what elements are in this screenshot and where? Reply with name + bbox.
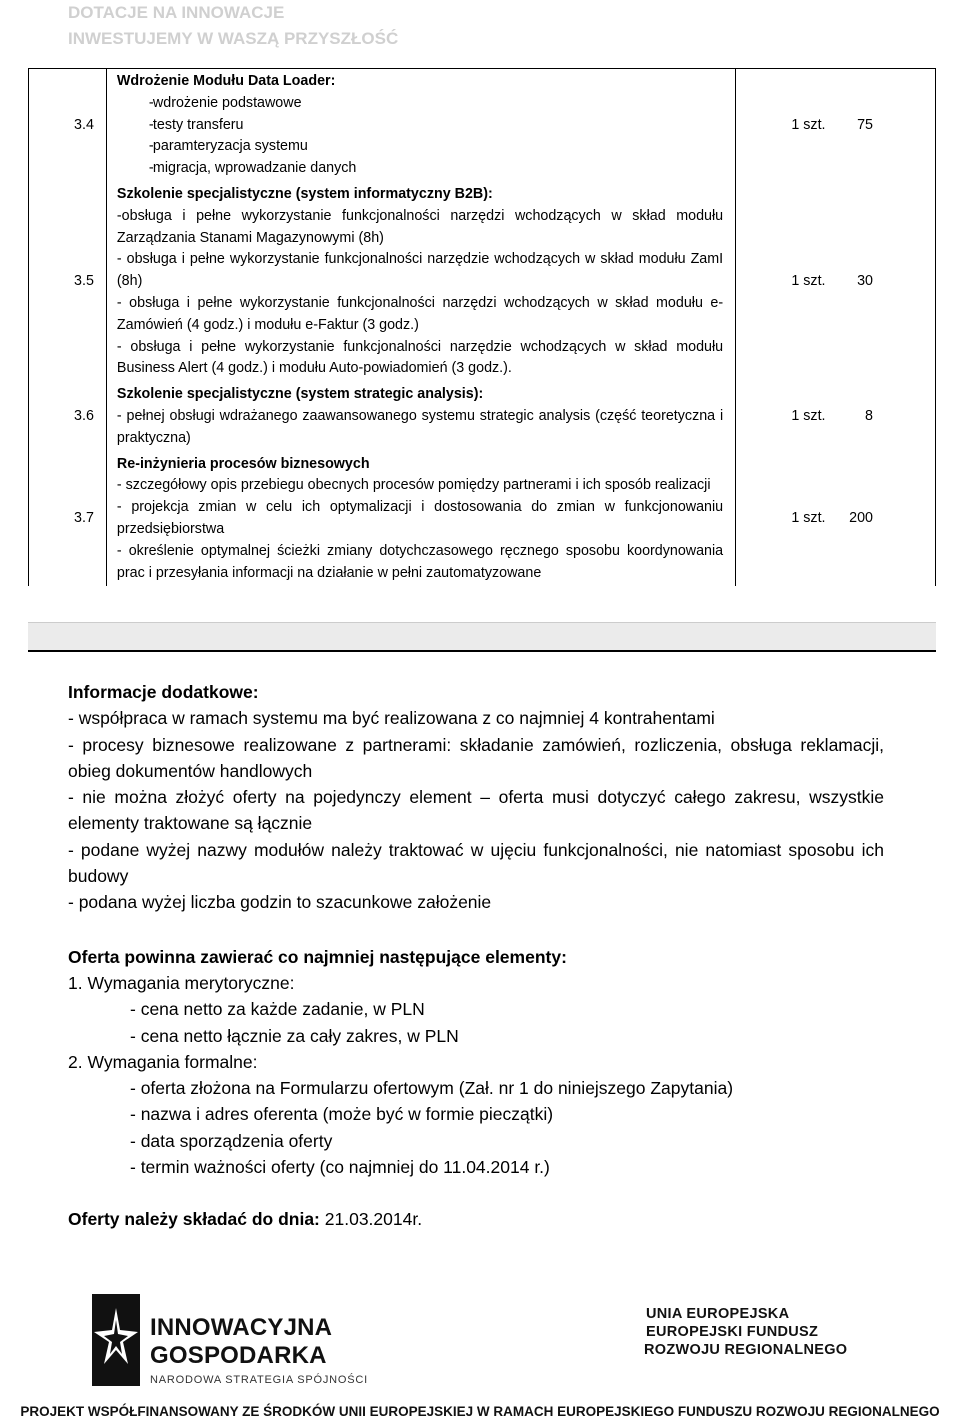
offer-req-1: 1. Wymagania merytoryczne: — [68, 972, 295, 993]
logo-subtitle: NARODOWA STRATEGIA SPÓJNOŚCI — [150, 1374, 368, 1386]
info-heading: Informacje dodatkowe: — [68, 682, 259, 702]
info-line: - podana wyżej liczba godzin to szacunkowe założenie — [68, 892, 492, 913]
row-description — [106, 69, 735, 182]
table-row — [29, 382, 936, 451]
header-line-2: INWESTUJEMY W WASZĄ PRZYSZŁOŚĆ — [68, 29, 399, 48]
row-quantity: 1 szt. — [736, 382, 828, 451]
table-footer-bar — [28, 622, 936, 652]
list-item: - wdrożenie podstawowe — [148, 94, 302, 111]
row-description — [106, 182, 735, 382]
table-row — [29, 452, 936, 587]
row-title: Szkolenie specjalistyczne (system informatyczny B2B): — [116, 185, 493, 202]
scope-table — [28, 68, 936, 586]
page-header — [68, 0, 398, 52]
logo-title — [150, 1314, 332, 1370]
row-title: Re-inżynieria procesów biznesowych — [116, 455, 370, 472]
innowacyjna-gospodarka-logo — [88, 1290, 388, 1390]
offer-req-item: - oferta złożona na Formularzu ofertowym (Zał. nr 1 do niniejszego Zapytania) — [130, 1078, 734, 1099]
row-title: Szkolenie specjalistyczne (system strategic analysis): — [116, 386, 484, 403]
eu-line-2: EUROPEJSKI FUNDUSZ — [646, 1324, 819, 1340]
row-paragraph: -obsługa i pełne wykorzystanie funkcjonalności narzędzi wchodzących w skład modułu Zarządzania Stanami Magazynowymi (8h) — [116, 207, 724, 246]
offer-req-item: - cena netto łącznie za cały zakres, w PLN — [130, 1025, 459, 1046]
offer-req-2: 2. Wymagania formalne: — [68, 1051, 258, 1072]
list-item: - paramteryzacja systemu — [148, 138, 308, 155]
eu-logo — [646, 1306, 946, 1376]
table-row — [29, 69, 936, 182]
header-line-1: DOTACJE NA INNOWACJE — [68, 3, 285, 22]
row-number: 3.6 — [29, 382, 107, 451]
logo-title-line-1: INNOWACYJNA — [150, 1314, 333, 1341]
deadline-date: 21.03.2014r. — [319, 1209, 423, 1229]
page-footer: PROJEKT WSPÓŁFINANSOWANY ZE ŚRODKÓW UNII EUROPEJSKIEJ W RAMACH EUROPEJSKIEGO FUNDUSZU ROZWOJU REGIONALNEGO — [20, 1404, 940, 1419]
row-title: Wdrożenie Modułu Data Loader: — [116, 73, 336, 89]
offer-req-item: - termin ważności oferty (co najmniej do 11.04.2014 r.) — [130, 1157, 550, 1178]
list-item: - migracja, wprowadzanie danych — [148, 160, 357, 177]
row-description — [106, 452, 735, 587]
row-number: 3.5 — [29, 182, 107, 382]
row-quantity: 1 szt. — [736, 182, 828, 382]
row-paragraph: - pełnej obsługi wdrażanego zaawansowanego systemu strategic analysis (część teoretyczna i praktyczna) — [116, 407, 724, 446]
row-quantity: 1 szt. — [736, 452, 828, 587]
offer-req-item: - nazwa i adres oferenta (może być w formie pieczątki) — [130, 1104, 554, 1125]
deadline-label: Oferty należy składać do dnia: — [68, 1209, 320, 1229]
row-paragraph: - projekcja zmian w celu ich optymalizacji i dostosowania do zmian w funkcjonowaniu przedsiębiorstwa — [116, 499, 724, 537]
row-description — [106, 382, 735, 451]
table-row — [29, 182, 936, 382]
row-paragraph: - obsługa i pełne wykorzystanie funkcjonalności narzędzie wchodzących w skład modułu ZamI (8h) — [116, 251, 724, 290]
list-item: - testy transferu — [148, 116, 244, 133]
row-value: 30 — [828, 182, 936, 382]
star-logo-icon — [88, 1290, 144, 1390]
info-line: - nie można złożyć oferty na pojedynczy element – oferta musi dotyczyć całego zakresu, wszystkie elementy traktowane są łącznie — [68, 787, 884, 834]
info-line: - procesy biznesowe realizowane z partnerami: składanie zamówień, rozliczenia, obsługa reklamacji, obieg dokumentów handlowych — [68, 734, 884, 781]
row-quantity: 1 szt. — [736, 69, 828, 182]
deadline — [68, 1206, 422, 1232]
row-paragraph: - obsługa i pełne wykorzystanie funkcjonalności narzędzie wchodzących w skład modułu Business Alert (4 godz.) i modułu Auto-powiadomień (3 godz.). — [116, 338, 724, 377]
offer-req-item: - data sporządzenia oferty — [130, 1130, 333, 1151]
row-paragraph: - szczegółowy opis przebiegu obecnych procesów pomiędzy partnerami i ich sposób realizacji — [116, 477, 711, 494]
logo-title-line-2: GOSPODARKA — [150, 1342, 327, 1369]
info-line: - podane wyżej nazwy modułów należy traktować w ujęciu funkcjonalności, nie natomiast sposobu ich budowy — [68, 839, 884, 887]
additional-info-section — [68, 679, 884, 1180]
row-number: 3.7 — [29, 452, 107, 587]
row-value: 8 — [828, 382, 936, 451]
row-paragraph: - określenie optymalnej ścieżki zmiany dotychczasowego ręcznego sposobu koordynowania prac i przesyłania informacji na działanie w pełni zautomatyzowane — [116, 542, 724, 581]
row-paragraph: - obsługa i pełne wykorzystanie funkcjonalności narzędzi wchodzących w skład modułu e-Zamówień (4 godz.) i modułu e-Faktur (3 godz.) — [116, 294, 724, 333]
row-value: 200 — [828, 452, 936, 587]
eu-line-1: UNIA EUROPEJSKA — [646, 1306, 790, 1322]
row-value: 75 — [828, 69, 936, 182]
offer-req-item: - cena netto za każde zadanie, w PLN — [130, 999, 425, 1020]
offer-heading: Oferta powinna zawierać co najmniej następujące elementy: — [68, 946, 567, 967]
info-line: - współpraca w ramach systemu ma być realizowana z co najmniej 4 kontrahentami — [68, 708, 715, 729]
eu-line-3: ROZWOJU REGIONALNEGO — [644, 1342, 848, 1358]
row-number: 3.4 — [29, 69, 107, 182]
